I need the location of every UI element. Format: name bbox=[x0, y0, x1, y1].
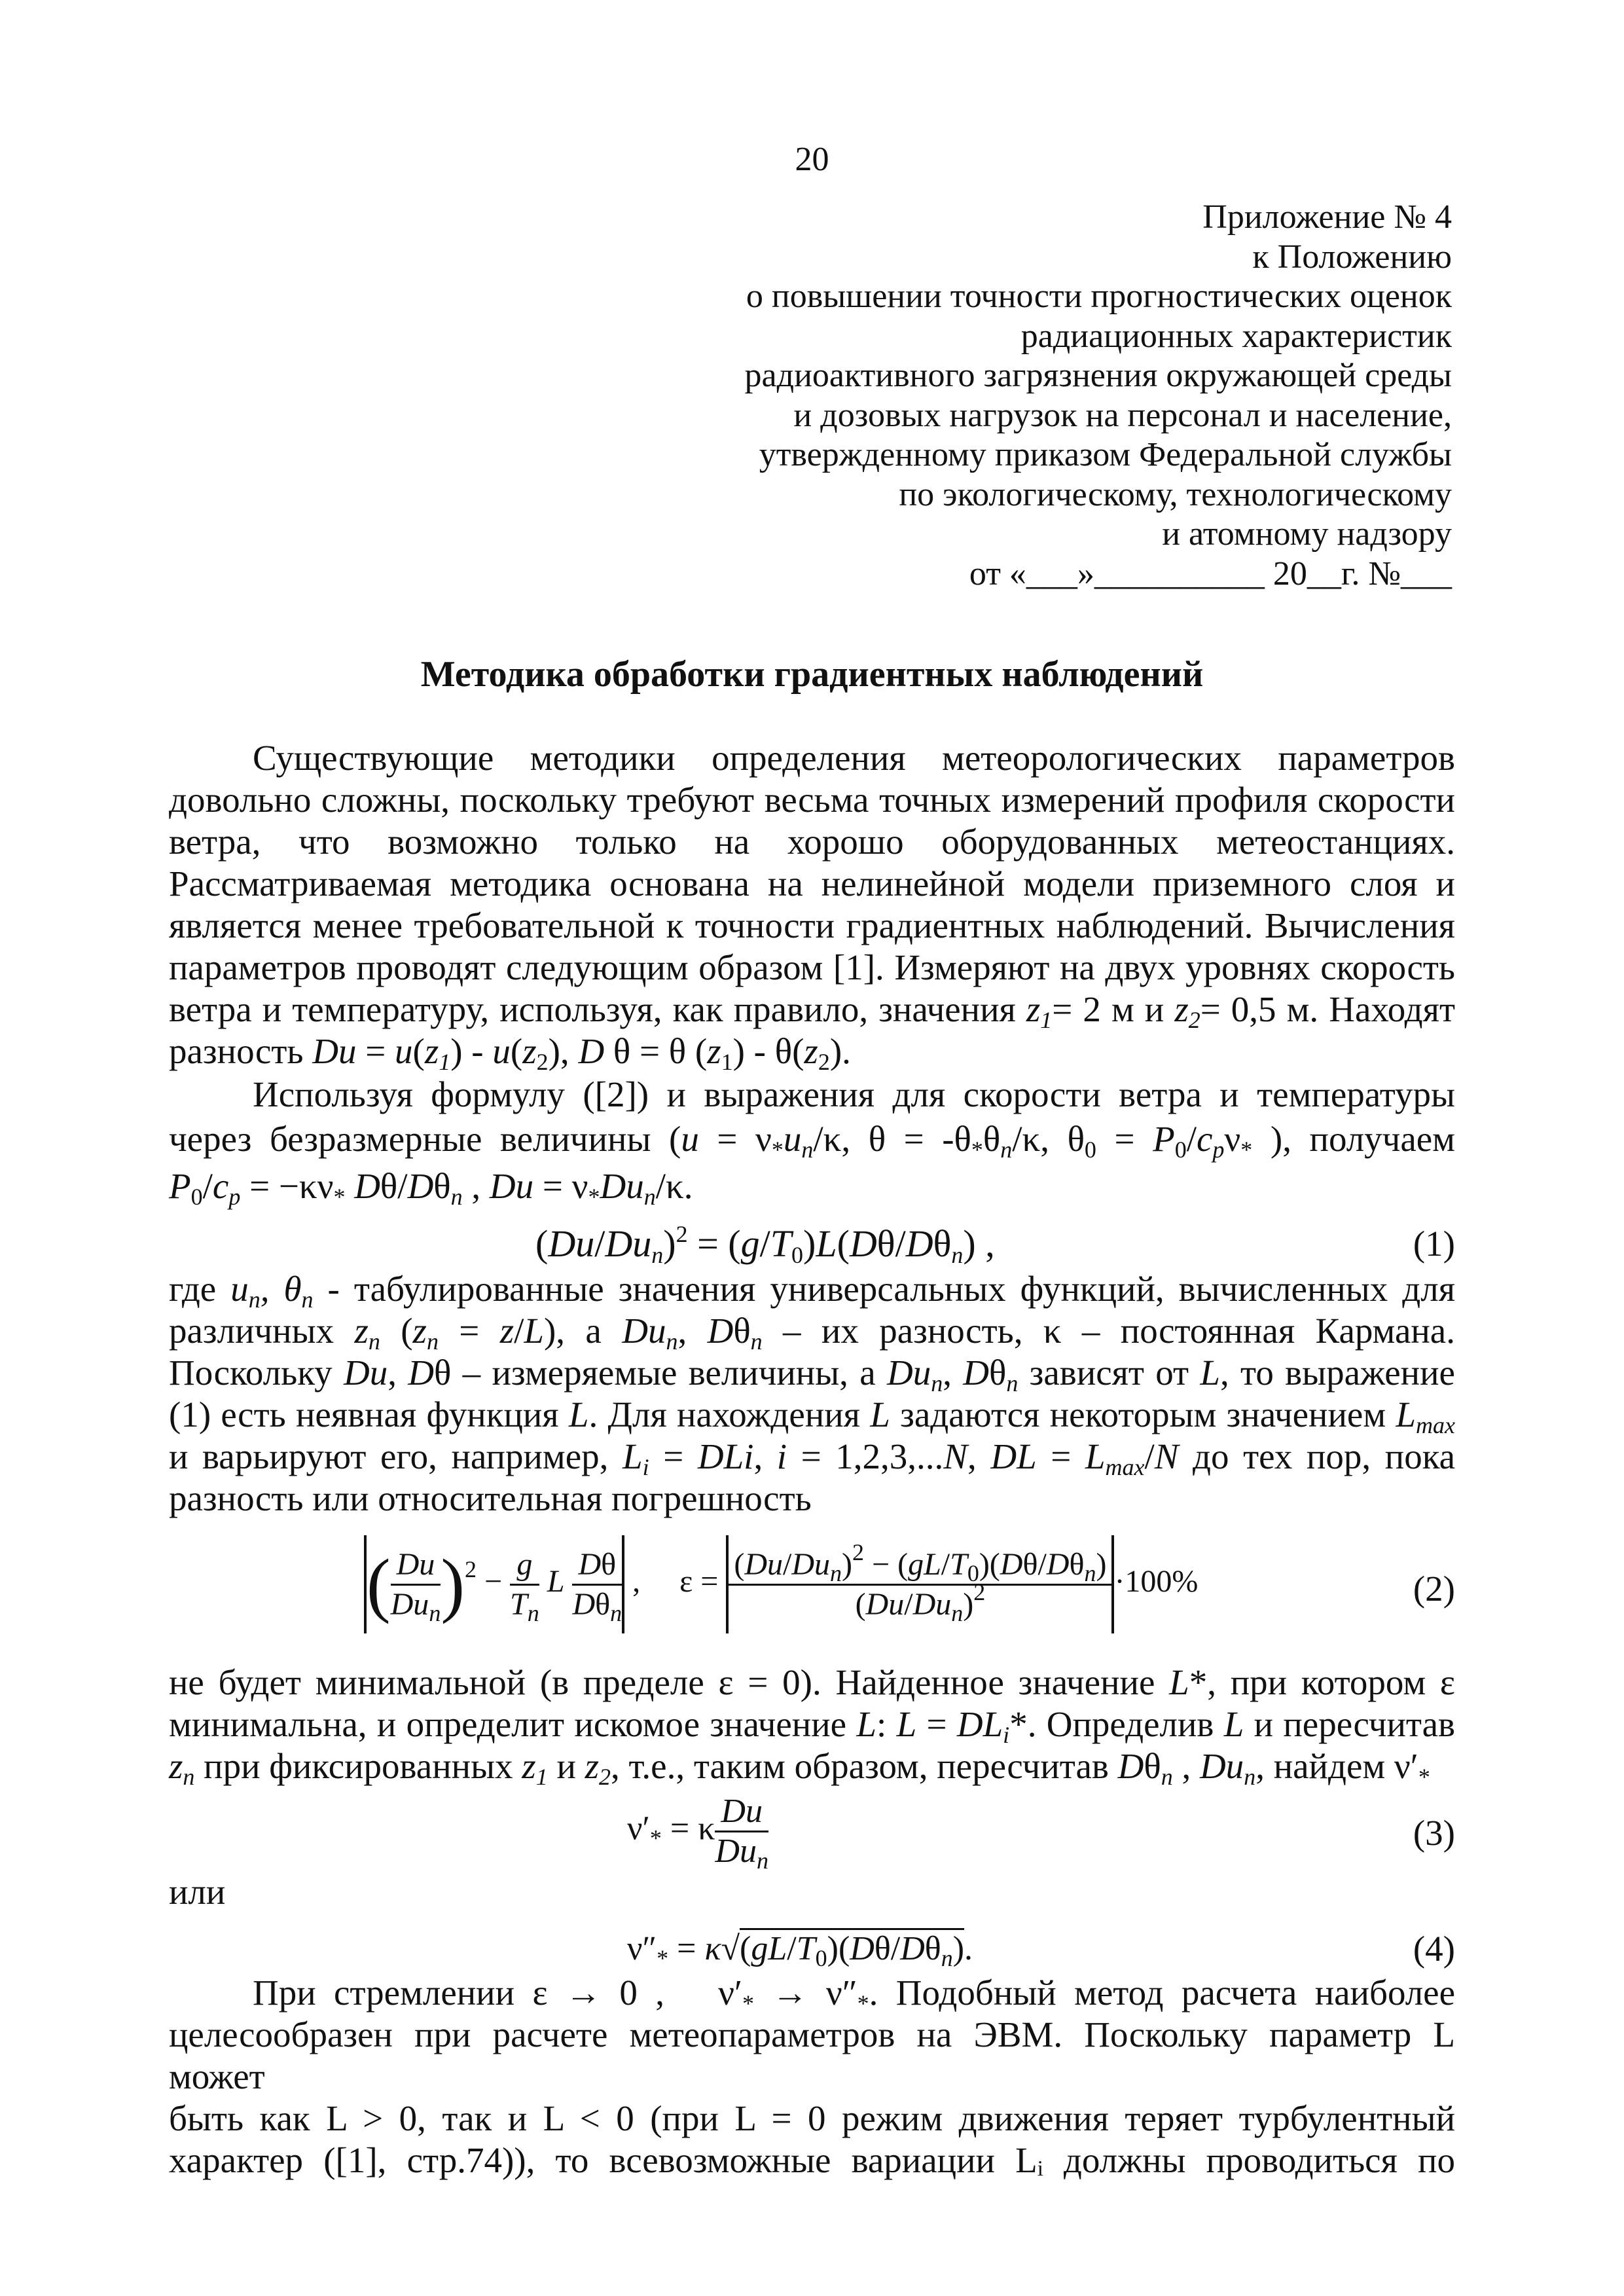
text-line: не будет минимальной (в пределе ε = 0). Найденное значение L*, при котором ε bbox=[169, 1662, 1456, 1702]
text-line: параметров проводят следующим образом [1]. Измеряют на двух уровнях скорость bbox=[169, 947, 1455, 987]
text-line: является менее требовательной к точности градиентных наблюдений. Вычисления bbox=[169, 905, 1455, 945]
equation-3-formula: $\nu'_* = \kappa$ $\frac{Du}{Du_n}$ bbox=[627, 1793, 768, 1874]
equation-2-number: (2) bbox=[1413, 1569, 1455, 1609]
equation-3-number: (3) bbox=[1413, 1813, 1455, 1853]
appendix-line: радиоактивного загрязнения окружающей среды bbox=[744, 357, 1452, 394]
text-line: минимальна, и определит искомое значение L: $L = DL_i*$. Определив L и пересчитав bbox=[169, 1704, 1455, 1748]
text-line: разность $Du = u(z_1) - u(z_2)$, D θ = θ $(z_1) - \theta(z_2)$. bbox=[169, 1031, 851, 1075]
text-line: Поскольку Du, Dθ – измеряемые величины, а $Du_n$, $D\theta_n$ зависят от L, то выражение bbox=[169, 1353, 1455, 1396]
page-title: Методика обработки градиентных наблюдений bbox=[420, 654, 1204, 695]
text-line: где $u_n$, $\theta_n$ - табулированные значения универсальных функций, вычисленных для bbox=[169, 1269, 1455, 1313]
appendix-line: и дозовых нагрузок на персонал и население, bbox=[793, 396, 1452, 434]
equation-1-formula: $(Du/Du_n)^2 = (g/T_0)L(D\theta/D\theta_n)$ , bbox=[535, 1221, 995, 1268]
equation-1-number: (1) bbox=[1413, 1224, 1455, 1264]
text-line: ветра, что возможно только на хорошо оборудованных метеостанциях. bbox=[169, 822, 1455, 862]
paragraph-5 bbox=[169, 1972, 1455, 2181]
paragraph-1 bbox=[169, 737, 1456, 1075]
or-line: или bbox=[169, 1872, 226, 1912]
text-line: довольно сложны, поскольку требуют весьма точных измерений профиля скорости bbox=[169, 780, 1455, 820]
text-line: через безразмерные величины ($u = \nu_*u_n/\kappa$, $\theta = -\theta_*\theta_n/\kappa$, $\theta_0 = P_0/c_p\nu_*$ ), получаем bbox=[169, 1119, 1455, 1163]
appendix-line: к Положению bbox=[1252, 238, 1452, 276]
paragraph-4 bbox=[169, 1662, 1456, 1790]
appendix-line: по экологическому, технологическому bbox=[899, 475, 1452, 513]
appendix-line: утвержденному приказом Федеральной службы bbox=[759, 436, 1452, 473]
text-line: и варьируют его, например, $L_i$ = DLi, i = 1,2,3,...N, DL = $L_{max}/N$ до тех пор, пока bbox=[169, 1436, 1455, 1480]
appendix-line: радиационных характеристик bbox=[1020, 317, 1452, 355]
appendix-line: и атомному надзору bbox=[1162, 515, 1452, 553]
text-line: При стремлении ε → 0 , $\nu'_* \to \nu''_*$. Подобный метод расчета наиболее bbox=[253, 1973, 1455, 2016]
paragraph-2 bbox=[169, 1074, 1455, 1210]
appendix-line: о повышении точности прогностических оценок bbox=[746, 278, 1452, 315]
text-line: различных $z_n$ $(z_n = z/L)$, а $Du_n$, $D\theta_n$ – их разность, κ – постоянная Кармана. bbox=[169, 1311, 1455, 1355]
appendix-header bbox=[470, 198, 1452, 594]
text-line: (1) есть неявная функция L. Для нахождения L задаются некоторым значением $L_{max}$ bbox=[169, 1394, 1455, 1438]
equation-3 bbox=[169, 1793, 1455, 1884]
text-line: $P_0/c_p = -\kappa\nu_*$ $D\theta/D\theta_n$ , $Du = \nu_*Du_n/\kappa$. bbox=[169, 1166, 693, 1210]
equation-4-formula: $\nu''_* = \kappa√(gL/T_0)(D\theta/D\theta_n)$. bbox=[627, 1928, 973, 1970]
appendix-line: от «___»__________ 20__г. №___ bbox=[969, 555, 1452, 592]
paragraph-3 bbox=[169, 1268, 1455, 1520]
equation-2-formula: ( $\frac{Du}{Du_n}$ )$^2$ − $\frac{g}{T_n}$ L $\frac{D\theta}{D\theta_n}$ , ε = $\frac{(Du/Du_n)^2 - (gL/T_0)(D\theta/D\theta_n)}{(Du/Du_n)^2}$ ·100% bbox=[364, 1535, 1198, 1633]
text-line: Рассматриваемая методика основана на нелинейной модели приземного слоя и bbox=[169, 864, 1455, 903]
appendix-line: Приложение № 4 bbox=[1202, 198, 1452, 236]
text-line: $z_n$ при фиксированных $z_1$ и $z_2$, т.е., таким образом, пересчитав $D\theta_n$ , $Du_n$, найдем $\nu'_*$ bbox=[169, 1746, 1430, 1790]
text-line: быть как L > 0, так и L < 0 (при L = 0 режим движения теряет турбулентный bbox=[169, 2098, 1455, 2138]
equation-4-number: (4) bbox=[1413, 1929, 1455, 1969]
text-line: характер ([1], стр.74)), то всевозможные вариации Lᵢ должны проводиться по bbox=[169, 2140, 1455, 2180]
text-line: целесообразен при расчете метеопараметров на ЭВМ. Поскольку параметр L может bbox=[169, 2014, 1455, 2096]
page-number: 20 bbox=[795, 141, 829, 178]
text-line: Используя формулу ([2]) и выражения для скорости ветра и температуры bbox=[253, 1074, 1455, 1114]
text-line: разность или относительная погрешность bbox=[169, 1478, 812, 1518]
text-line: Существующие методики определения метеорологических параметров bbox=[253, 738, 1455, 778]
equation-2 bbox=[169, 1535, 1455, 1647]
text-line: ветра и температуру, используя, как правило, значения $z_1= 2$ м и $z_2= 0,5$ м. Находят bbox=[169, 989, 1456, 1033]
